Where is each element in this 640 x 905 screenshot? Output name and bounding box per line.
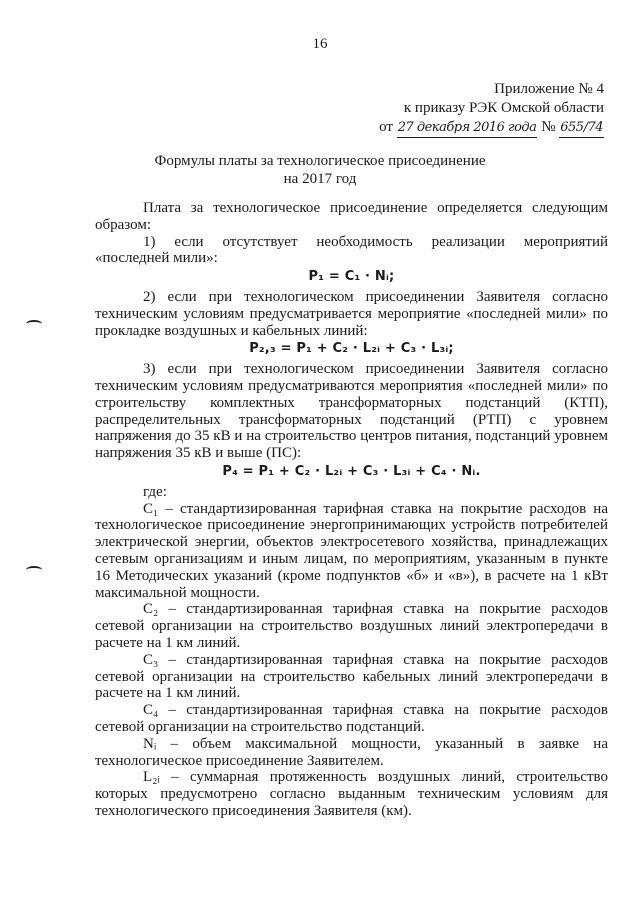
definition-l2i: L₂ᵢ – суммарная протяженность воздушных линий, строительство которых предусмотрено согласно выданным техническим условиям для технологического присоединения Заявителя (км). (95, 769, 608, 819)
appendix-order-ref: к приказу РЭК Омской области (403, 100, 604, 116)
definition-ni: Nᵢ – объем максимальной мощности, указанный в заявке на технологическое присоединение Заявителем. (95, 735, 608, 769)
case-1-paragraph: 1) если отсутствует необходимость реализации мероприятий «последней мили»: (95, 233, 608, 267)
handwritten-number: 655/74 (559, 118, 604, 138)
date-prefix: от (379, 119, 393, 135)
formula-3: P₄ = P₁ + C₂ · L₂ᵢ + C₃ · L₃ᵢ + C₄ · Nᵢ. (222, 463, 481, 479)
appendix-date-line (379, 118, 604, 138)
title-line-1: Формулы платы за технологическое присоединение (154, 153, 486, 169)
number-prefix: № (541, 119, 556, 135)
formula-2: P₂,₃ = P₁ + C₂ · L₂ᵢ + C₃ · L₃ᵢ; (249, 341, 454, 357)
definition-c3: C₃ – стандартизированная тарифная ставка на покрытие расходов сетевой организации на строительство кабельных линий электропередачи в расчете на 1 км линий. (95, 651, 608, 702)
definition-c2: C₂ – стандартизированная тарифная ставка на покрытие расходов сетевой организации на строительство воздушных линий электропередачи в расчете на 1 км линий. (95, 601, 608, 651)
case-3-paragraph: 3) если при технологическом присоединении Заявителя согласно техническим условиям предусматриваются мероприятия «последней мили» по строительству комплектных трансформаторных подстанций (КТП), распределительных трансформаторных подстанций (РТП) с уровнем напряжения до 35 кВ и на строительство центров питания, подстанций уровнем напряжения 35 кВ и выше (ПС): (95, 361, 608, 462)
page-number: 16 (312, 36, 328, 52)
appendix-title: Приложение № 4 (494, 81, 604, 97)
case-2-paragraph: 2) если при технологическом присоединении Заявителя согласно техническим условиям предусматривается мероприятие «последней мили» по прокладке воздушных и кабельных линий: (95, 288, 608, 339)
margin-mark (26, 566, 42, 574)
where-label: где: (143, 483, 167, 500)
intro-paragraph: Плата за технологическое присоединение определяется следующим образом: (95, 200, 608, 233)
handwritten-date: 27 декабря 2016 года (397, 118, 538, 138)
document-title (0, 152, 640, 188)
margin-mark (26, 320, 42, 328)
formula-1: P₁ = C₁ · Nᵢ; (308, 269, 395, 285)
definition-c4: C₄ – стандартизированная тарифная ставка на покрытие расходов сетевой организации на строительство подстанций. (95, 702, 608, 735)
title-line-2: на 2017 год (283, 171, 357, 187)
document-body (95, 200, 608, 820)
definition-c1: C₁ – стандартизированная тарифная ставка на покрытие расходов на технологическое присоединение энергопринимающих устройств потребителей электрической энергии, объектов электросетевого хозяйства, принадлежащих сетевым организациям и иным лицам, по мероприятиям, указанным в пункте 16 Методических указаний (кроме подпунктов «б» и «в»), в расчете на 1 кВт максимальной мощности. (95, 500, 608, 601)
